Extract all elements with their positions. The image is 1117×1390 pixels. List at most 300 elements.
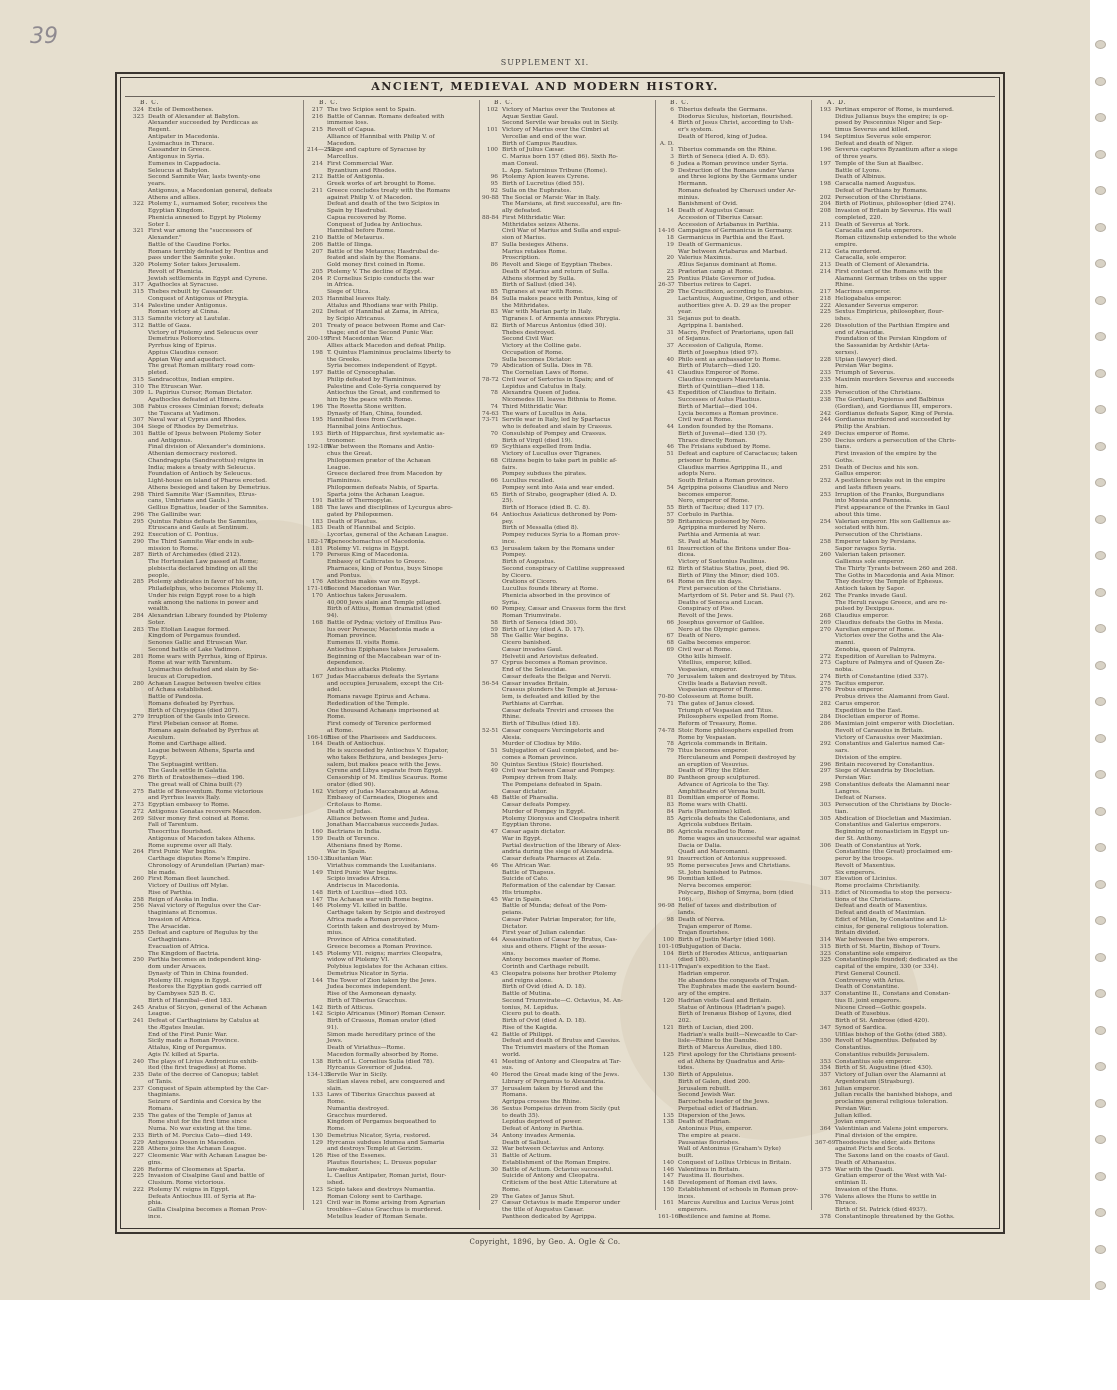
entry-text: Alesia. — [502, 734, 522, 741]
chronology-entry — [482, 411, 654, 418]
chronology-entry — [307, 1106, 479, 1113]
entry-text: Philadelphus, who becomes Ptolemy II. — [148, 586, 264, 592]
entry-text: Allies attack Macedon and defeat Philip. — [327, 343, 446, 349]
chronology-entry — [307, 782, 479, 789]
entry-text: Metellus leader of Roman Senate. — [327, 1213, 427, 1220]
entry-text: Parthia becomes an independent king- — [148, 957, 262, 964]
entry-text: Simon made hereditary prince of the — [327, 1031, 436, 1038]
entry-year: 253 — [819, 491, 831, 498]
entry-text: P. Cornelius Scipio conducts the war — [327, 275, 435, 282]
chronology-entry — [815, 1011, 997, 1018]
entry-text: Battle of Ipsus between Ptolemy Soter — [148, 430, 261, 437]
chronology-entry — [482, 242, 654, 249]
chronology-entry — [482, 600, 654, 607]
entry-text: Death of Sallust. — [502, 1139, 551, 1146]
chronology-entry — [307, 114, 479, 121]
chronology-entry — [658, 633, 830, 640]
entry-text: Hannibal joins Antiochus. — [327, 424, 403, 430]
chronology-entry — [307, 829, 479, 836]
entry-text: Statue of Antinous (Hadrian's page). — [678, 1004, 786, 1011]
entry-text: Temple of the Sun at Baalbec. — [835, 160, 924, 167]
entry-text: Cæsar conquers Vercingetorix and — [502, 727, 605, 734]
entry-text: Parthia and Armenia at war. — [678, 532, 761, 538]
entry-text: Death of Clement of Alexandria. — [835, 262, 930, 268]
entry-text: Murder of Pompey in Egypt. — [502, 808, 586, 815]
chronology-entry — [482, 924, 654, 931]
entry-year: 50 — [490, 761, 498, 768]
chronology-entry — [307, 492, 479, 499]
entry-text: Siege and capture of Syracuse by — [327, 147, 426, 154]
entry-year: 203 — [311, 295, 323, 302]
chronology-entry — [307, 795, 479, 802]
entry-text: Birth of Ovid (died A. D. 18). — [502, 984, 586, 991]
entry-year: 212 — [311, 174, 323, 181]
entry-text: Kingdom of Pergamus bequeathed to — [327, 1119, 437, 1126]
entry-text: Defeat and death of Niger. — [835, 140, 914, 147]
chronology-entry — [658, 141, 830, 148]
binding-hole — [1095, 405, 1106, 414]
entry-text: Demetrius Nicator in Syria. — [327, 970, 409, 977]
entry-text: Birth of L. Cornelius Sulla (died 78). — [327, 1058, 434, 1065]
chronology-entry — [307, 1052, 479, 1059]
chronology-entry — [482, 944, 654, 951]
chronology-entry — [307, 1153, 479, 1160]
entry-text: Romans again defeated by Pyrrhus at — [148, 727, 259, 734]
entry-text: inces. — [678, 1193, 696, 1200]
entry-year: 315 — [132, 376, 144, 383]
entry-year: 314 — [819, 937, 831, 943]
chronology-entry — [128, 883, 300, 890]
entry-year: 286 — [819, 721, 831, 727]
entry-year: 148 — [662, 1180, 674, 1186]
entry-year: 245 — [132, 1004, 144, 1011]
chronology-entry — [128, 1133, 300, 1140]
entry-text: Death of Albinus. — [835, 174, 886, 181]
entry-text: Josephus governor of Galilee. — [678, 619, 765, 626]
entry-text: The Etolian League formed. — [148, 626, 231, 633]
chronology-entry — [307, 1133, 479, 1140]
entry-text: prisoner to Rome. — [678, 457, 731, 464]
entry-text: Defeat and death of the two Scipios in — [327, 201, 440, 208]
chronology-entry — [658, 870, 830, 877]
entry-text: Antigonus, a Macedonian general, defeats — [148, 187, 273, 194]
chronology-entry — [128, 404, 300, 411]
chronology-entry — [128, 694, 300, 701]
chronology-entry — [128, 1099, 300, 1106]
entry-text: Lycortas, general of the Achæan League. — [327, 532, 449, 538]
chronology-entry — [658, 1059, 830, 1066]
chronology-entry — [307, 235, 479, 242]
chronology-entry — [658, 1119, 830, 1126]
entry-text: Revolt of Capua. — [327, 127, 376, 133]
chronology-entry — [307, 485, 479, 492]
chronology-entry — [482, 755, 654, 762]
binding-hole — [1095, 734, 1106, 743]
entry-text: Death of Judas. — [327, 808, 372, 815]
chronology-entry — [307, 539, 479, 546]
entry-year: 182-174 — [307, 538, 332, 545]
chronology-entry — [658, 208, 830, 215]
entry-text: First year of Julian calendar. — [502, 930, 586, 937]
chronology-entry — [482, 471, 654, 478]
chronology-entry — [307, 370, 479, 377]
entry-text: Nicene Creed—Gothic gospels. — [835, 1004, 927, 1011]
entry-text: Death of Severus at York. — [835, 221, 910, 228]
entry-text: Expedition of Claudius to Britain. — [678, 390, 777, 397]
chronology-entry — [815, 1106, 997, 1113]
entry-text: Sicily made a Roman Province. — [148, 1038, 240, 1045]
entry-text: Nero at the Olympic games. — [678, 626, 761, 633]
chronology-entry — [658, 647, 830, 654]
entry-year: 64 — [666, 579, 674, 586]
entry-year: 226 — [819, 322, 831, 329]
entry-year: 70 — [666, 673, 674, 680]
entry-text: Laws of Tiberius Gracchus passed at — [327, 1092, 436, 1099]
chronology-entry — [815, 1146, 997, 1153]
chronology-entry — [815, 309, 997, 316]
entry-year: 58 — [490, 633, 498, 640]
entry-text: Abdication of Diocletian and Maximian. — [835, 815, 952, 822]
chronology-entry — [658, 559, 830, 566]
chronology-entry — [815, 1207, 997, 1214]
chronology-entry — [658, 573, 830, 580]
chronology-entry — [482, 775, 654, 782]
entry-text: Alliance between Rome and Judea. — [327, 815, 430, 822]
entry-text: Sextus Pompeius driven from Sicily (put — [502, 1105, 621, 1112]
chronology-entry — [128, 255, 300, 262]
entry-year: 51 — [666, 451, 674, 457]
entry-text: Lucullus founds library at Rome. — [502, 586, 599, 592]
entry-year: 244 — [819, 417, 831, 424]
entry-text: Defeat and death of Maximian. — [835, 910, 926, 916]
chronology-entry — [128, 870, 300, 877]
entry-text: Constantinople founded; dedicated as the — [835, 957, 958, 964]
entry-year: 6 — [670, 160, 674, 167]
chronology-entry — [815, 269, 997, 276]
entry-text: Birth of Julius Cæsar. — [502, 147, 565, 154]
entry-text: Birth of Atticus. — [327, 1004, 374, 1011]
chronology-entry — [482, 1167, 654, 1174]
entry-text: Roman province. — [327, 633, 377, 640]
chronology-entry — [128, 991, 300, 998]
chronology-entry — [482, 822, 654, 829]
chronology-entry — [815, 660, 997, 667]
entry-year: 134-132 — [307, 1072, 332, 1078]
chronology-entry — [815, 154, 997, 161]
chronology-entry — [482, 255, 654, 262]
entry-text: Carthage taken by Scipio and destroyed — [327, 910, 446, 916]
entry-text: Vitellius, emperor, killed. — [678, 660, 752, 667]
chronology-entry — [482, 849, 654, 856]
entry-text: The Marsians, at first successful, are fin- — [502, 201, 623, 208]
chronology-entry — [307, 519, 479, 526]
entry-text: end of Arsacidæ. — [835, 329, 885, 336]
chronology-entry — [658, 944, 830, 951]
entry-text: Agricola recalled to Rome. — [678, 829, 757, 835]
chronology-entry — [482, 188, 654, 195]
chronology-entry — [815, 1126, 997, 1133]
entry-text: Didius Julianus buys the empire; is op- — [835, 113, 949, 120]
entry-text: Vercellæ and end of the war. — [502, 133, 587, 140]
chronology-entry — [307, 363, 479, 370]
entry-text: Invasion of Britain by Severus. His wall — [835, 208, 952, 214]
chronology-entry — [815, 505, 997, 512]
entry-text: Herculaneum and Pompeii destroyed by — [678, 754, 796, 761]
entry-year: 83 — [666, 802, 674, 808]
chronology-entry — [815, 917, 997, 924]
chronology-entry — [307, 188, 479, 195]
entry-year: 83 — [490, 309, 498, 316]
chronology-entry — [815, 748, 997, 755]
chronology-entry — [307, 944, 479, 951]
entry-text: Corinth taken and destroyed by Mum- — [327, 923, 440, 930]
entry-year: 304 — [132, 424, 144, 430]
entry-text: Dissolution of the Parthian Empire and — [835, 322, 950, 329]
entry-year: 196 — [819, 147, 831, 154]
chronology-entry — [307, 667, 479, 674]
entry-text: Greece becomes a Roman Province. — [327, 943, 433, 950]
chronology-entry — [307, 593, 479, 600]
entry-text: Egyptian embassy to Rome. — [148, 802, 230, 808]
chronology-entry — [658, 755, 830, 762]
entry-text: Pantheon group sculptured. — [678, 775, 760, 781]
chronology-entry — [128, 1106, 300, 1113]
entry-text: Phenicia annexed to Egypt by Ptolemy — [148, 214, 262, 221]
chronology-entry — [128, 478, 300, 485]
chronology-entry — [307, 303, 479, 310]
entry-text: Birth of St. Augustine (died 430). — [835, 1065, 933, 1072]
entry-year: 193 — [819, 106, 831, 113]
entry-text: Victory of Marius over the Cimbri at — [502, 127, 609, 133]
entry-text: Pausanias flourishes. — [678, 1139, 740, 1146]
entry-text: Philip defeated by Flamininus. — [327, 376, 417, 383]
entry-text: Rhine. — [502, 714, 521, 721]
entry-year: 249 — [819, 430, 831, 437]
entry-year: 297 — [819, 768, 831, 775]
entry-year: 176 — [311, 579, 323, 586]
entry-year: 202 — [819, 194, 831, 201]
chronology-entry — [128, 1113, 300, 1120]
entry-text: and three legions by the Germans under — [678, 174, 798, 181]
entry-text: Agathocles defeated at Himera. — [148, 397, 242, 403]
chronology-entry — [128, 721, 300, 728]
chronology-entry — [815, 944, 997, 951]
entry-text: Assassination of Cæsar by Brutus, Cas- — [502, 937, 618, 943]
entry-year: 226 — [132, 1166, 144, 1173]
chronology-entry — [815, 991, 997, 998]
chronology-entry — [815, 822, 997, 829]
entry-text: Cæsar again dictator. — [502, 829, 566, 835]
entry-year: 102 — [486, 106, 498, 113]
entry-year: 235 — [132, 1072, 144, 1078]
chronology-entry — [815, 870, 997, 877]
entry-text: Cæsar dictator. — [502, 788, 548, 795]
chronology-entry — [815, 957, 997, 964]
chronology-entry — [482, 168, 654, 175]
entry-text: Cassander in Greece. — [148, 147, 211, 154]
chronology-entry — [128, 336, 300, 343]
chronology-entry — [307, 1207, 479, 1214]
entry-text: Valerius Maximus. — [678, 255, 733, 262]
entry-text: Exile of Demosthenes. — [148, 106, 214, 113]
entry-text: Civil War of Marius and Sulla and expul- — [502, 228, 621, 235]
chronology-entry — [815, 1099, 997, 1106]
chronology-entry — [128, 120, 300, 127]
entry-year: 84 — [490, 295, 498, 302]
chronology-entry — [658, 471, 830, 478]
entry-year: 69 — [666, 646, 674, 653]
entry-text: Rise of the Pharisees and Sadducees. — [327, 734, 437, 741]
entry-text: Athenians fined by Rome. — [327, 842, 403, 849]
chronology-entry — [128, 647, 300, 654]
chronology-entry — [128, 843, 300, 850]
entry-year: 66 — [666, 619, 674, 626]
entry-text: First comedy of Terence performed — [327, 721, 432, 727]
chronology-entry — [658, 782, 830, 789]
chronology-entry — [815, 134, 997, 141]
entry-text: Controversy with Arius. — [835, 977, 905, 984]
entry-text: Subjugation of Gaul completed, and be- — [502, 748, 619, 754]
entry-year: 275 — [132, 788, 144, 795]
entry-year: 19 — [666, 241, 674, 248]
chronology-entry — [482, 147, 654, 154]
entry-year: 85 — [490, 289, 498, 295]
entry-year: 198 — [819, 181, 831, 187]
chronology-entry — [658, 627, 830, 634]
chronology-entry — [307, 789, 479, 796]
entry-year: 270 — [819, 626, 831, 633]
entry-text: Senones Gallic and Etruscan War. — [148, 640, 248, 646]
entry-year: 59 — [666, 518, 674, 525]
entry-year: 214—212 — [307, 147, 335, 154]
chronology-entry — [307, 336, 479, 343]
entry-text: Rise of the Kagida. — [502, 1024, 558, 1031]
entry-year: 170 — [311, 592, 323, 599]
entry-text: Constantius and Galerius emperors. — [835, 822, 942, 829]
entry-year: 233 — [132, 1132, 144, 1139]
entry-year: 222 — [132, 1186, 144, 1193]
chronology-entry — [482, 897, 654, 904]
chronology-entry — [658, 681, 830, 688]
chronology-entry — [482, 330, 654, 337]
chronology-entry — [482, 586, 654, 593]
entry-text: completed, 220. — [835, 214, 883, 221]
entry-text: Gracchus murdered. — [327, 1112, 388, 1119]
chronology-entry — [128, 944, 300, 951]
chronology-entry — [128, 809, 300, 816]
binding-hole — [1095, 843, 1106, 852]
chronology-entry — [482, 127, 654, 134]
entry-year: 323 — [819, 950, 831, 957]
chronology-entry — [482, 390, 654, 397]
chronology-entry — [815, 573, 997, 580]
entry-text: Herod the Great made king of the Jews. — [502, 1072, 620, 1078]
entry-text: Civil war at Rome. — [678, 417, 733, 424]
entry-text: Decius orders a persecution of the Chris- — [835, 437, 957, 444]
chronology-entry — [307, 606, 479, 613]
entry-text: the title of Augustus Cæsar. — [502, 1207, 584, 1213]
chronology-entry — [128, 1119, 300, 1126]
chronology-entry — [815, 438, 997, 445]
entry-text: Battle of Pandosia. — [148, 694, 204, 700]
chronology-entry — [307, 438, 479, 445]
entry-year: 287 — [132, 552, 144, 559]
entry-text: Deaths of Seneca and Lucan. — [678, 599, 764, 606]
entry-text: Battle of Philippi. — [502, 1031, 554, 1038]
entry-text: Revolt of the Jews. — [678, 613, 733, 619]
entry-year: 258 — [819, 538, 831, 545]
entry-text: Death of Alexander at Babylon. — [148, 113, 240, 120]
chronology-entry — [307, 579, 479, 586]
entry-text: timus Severus and killed. — [835, 127, 910, 133]
entry-text: Province of Africa constituted. — [327, 937, 417, 943]
chronology-entry — [815, 593, 997, 600]
binding-hole — [1095, 989, 1106, 998]
chronology-entry — [815, 485, 997, 492]
entry-text: Reforms of Cleomenes at Sparta. — [148, 1166, 246, 1173]
chronology-entry — [128, 1045, 300, 1052]
chronology-entry — [128, 161, 300, 168]
binding-hole — [1095, 1099, 1106, 1108]
chronology-entry — [815, 1180, 997, 1187]
entry-text: Heliogabalus emperor. — [835, 295, 902, 302]
entry-year: 123 — [311, 1186, 323, 1193]
entry-text: Victory of Suetonius Paulinus. — [678, 559, 767, 565]
chronology-entry — [815, 451, 997, 458]
chronology-entry — [128, 917, 300, 924]
entry-year: 250 — [819, 437, 831, 444]
entry-year: 196 — [311, 403, 323, 410]
chronology-entry — [128, 1018, 300, 1025]
chronology-entry — [482, 249, 654, 256]
entry-text: Civil war of Sertorius in Spain; and of — [502, 376, 614, 383]
entry-text: Philopœmen defeats Nabis, of Sparta. — [327, 484, 439, 491]
entry-text: (Gordian), and Gordianus III, emperors. — [835, 403, 953, 410]
entry-text: Battle of Thapsus. — [502, 869, 556, 876]
entry-text: Germanicus in Parthia and the East. — [678, 235, 785, 241]
entry-text: Corbulo in Parthia. — [678, 511, 734, 518]
entry-text: C. Marius born 157 (died 86). Sixth Ro- — [502, 154, 618, 160]
chronology-entry — [128, 114, 300, 121]
entry-text: built. — [678, 1153, 694, 1159]
entry-year: 40 — [490, 1072, 498, 1078]
entry-year: 18 — [666, 235, 674, 241]
chronology-entry — [307, 1187, 479, 1194]
chronology-entry — [658, 1180, 830, 1187]
chronology-entry — [658, 1079, 830, 1086]
chronology-entry — [658, 181, 830, 188]
chronology-entry — [128, 687, 300, 694]
chronology-entry — [307, 228, 479, 235]
chronology-entry — [815, 1045, 997, 1052]
entry-text: Birth of Archimedes (died 212). — [148, 552, 241, 559]
chronology-entry — [658, 1113, 830, 1120]
entry-text: Tiberius retires to Capri. — [678, 282, 752, 289]
chronology-entry — [482, 694, 654, 701]
entry-text: Sparta joins the Achæan League. — [327, 491, 425, 498]
chronology-entry — [482, 903, 654, 910]
chronology-entry — [128, 1025, 300, 1032]
chronology-entry — [128, 174, 300, 181]
entry-text: Rome. — [327, 714, 346, 721]
entry-year: 63 — [490, 545, 498, 552]
entry-text: Julian recalls the banished bishops, and — [835, 1092, 953, 1099]
entry-year: 84 — [666, 808, 674, 815]
chronology-entry — [815, 721, 997, 728]
chronology-entry — [128, 755, 300, 762]
chronology-entry — [307, 1194, 479, 1201]
entry-text: lus over Perseus; Macedonia made a — [327, 626, 435, 633]
